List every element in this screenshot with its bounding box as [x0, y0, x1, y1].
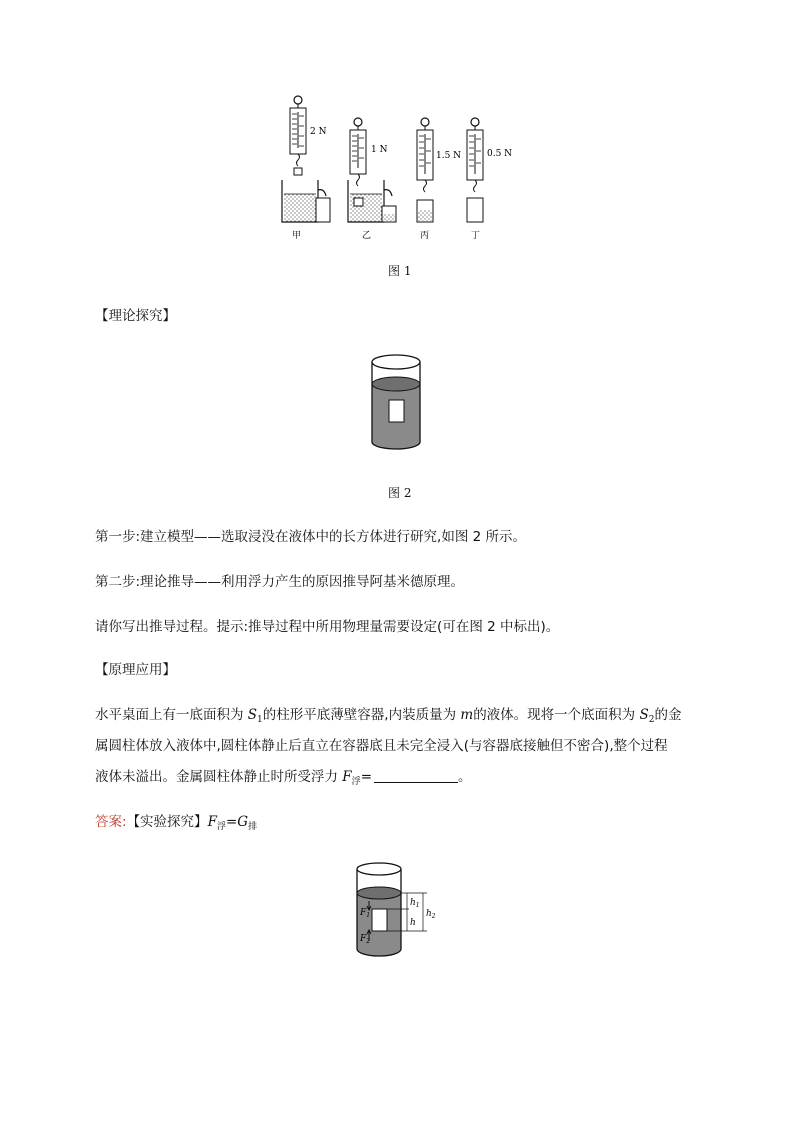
submerged-block: [389, 400, 404, 422]
label-h1: $h_1$: [410, 898, 420, 909]
var-m: m: [460, 707, 474, 723]
label-F2: $F_2$: [360, 934, 371, 945]
overflow-beaker-yi: [348, 180, 396, 222]
app-text-1b: 的柱形平底薄壁容器,内装质量为: [262, 707, 461, 723]
overflow-beaker-jia: [282, 180, 330, 222]
figure-1-spring-scales: [270, 92, 530, 242]
label-F1: $F_1$: [360, 908, 371, 919]
figure-1-caption: 图 1: [388, 264, 412, 278]
reading-jia: 2 N: [310, 127, 327, 137]
figure-2-cylinder: [360, 350, 430, 454]
var-S2: $S_2$: [639, 707, 655, 725]
spring-scale-yi: [350, 118, 366, 186]
app-text-1c: 的液体。现将一个底面积为: [473, 707, 640, 723]
app-text-3a: 液体未溢出。金属圆柱体静止时所受浮力: [95, 769, 343, 785]
answer-equals: =: [225, 814, 238, 830]
label-yi: 乙: [362, 231, 372, 241]
answer-G: $G_排$: [237, 814, 258, 832]
reading-yi: 1 N: [371, 145, 388, 155]
spring-scale-ding: [467, 118, 483, 222]
label-jia: 甲: [292, 231, 302, 241]
figure-3-force-diagram: [345, 855, 445, 963]
label-h2: $h_2$: [426, 909, 436, 920]
spring-scale-jia: [290, 96, 306, 175]
reading-ding: 0.5 N: [487, 149, 513, 159]
answer-section: 【实验探究】: [126, 814, 208, 830]
answer-label: 答案:: [95, 814, 127, 830]
figure-2-caption: 图 2: [388, 486, 412, 500]
label-bing: 丙: [420, 231, 430, 241]
application-line-3: [95, 767, 472, 792]
label-h: h: [410, 918, 416, 928]
app-text-3c: 。: [458, 769, 472, 785]
var-F-buoyant: $F_浮$: [342, 769, 361, 787]
application-line-1: [95, 705, 681, 730]
request-text: 请你写出推导过程。提示:推导过程中所用物理量需要设定(可在图 2 中标出)。: [95, 619, 560, 635]
application-line-2: 属圆柱体放入液体中,圆柱体静止后直立在容器底且未完全浸入(与容器底接触但不密合),整个过程: [95, 738, 668, 754]
answer-blank[interactable]: [374, 768, 458, 783]
section-application-heading: 【原理应用】: [95, 662, 176, 678]
var-S1: $S_1$: [247, 707, 263, 725]
step-2-text: 第二步:理论推导——利用浮力产生的原因推导阿基米德原理。: [95, 574, 465, 590]
app-equals: =: [360, 769, 372, 785]
answer-F: $F_浮$: [207, 814, 226, 832]
app-text-1a: 水平桌面上有一底面积为: [95, 707, 248, 723]
section-theory-heading: 【理论探究】: [95, 308, 176, 324]
submerged-block: [372, 909, 387, 931]
label-ding: 丁: [471, 231, 481, 241]
reading-bing: 1.5 N: [436, 151, 462, 161]
app-text-1d: 的金: [654, 707, 682, 723]
spring-scale-bing: [417, 118, 433, 222]
step-1-text: 第一步:建立模型——选取浸没在液体中的长方体进行研究,如图 2 所示。: [95, 529, 527, 545]
answer-line: [95, 812, 257, 837]
